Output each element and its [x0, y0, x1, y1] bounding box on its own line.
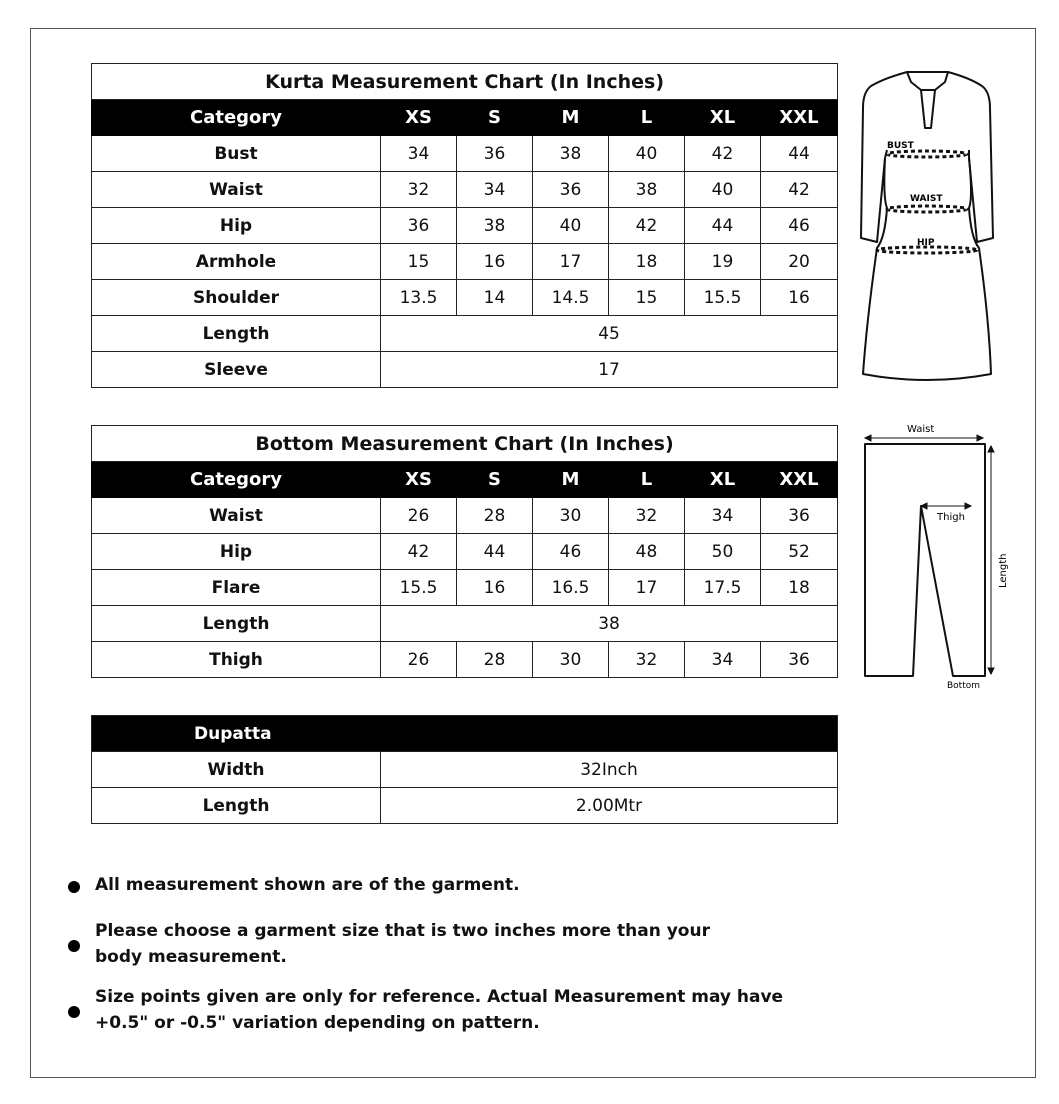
table-row	[92, 172, 838, 208]
bottom-waist-label: Waist	[907, 424, 935, 435]
cell: 15	[609, 280, 685, 316]
cell: 36	[381, 208, 457, 244]
cell: 46	[761, 208, 838, 244]
cell: 36	[533, 172, 609, 208]
cell: 38	[609, 172, 685, 208]
row-label: Flare	[92, 570, 381, 606]
cell: 32	[609, 498, 685, 534]
table-row	[92, 752, 838, 788]
cell: 32	[381, 172, 457, 208]
cell: 17	[609, 570, 685, 606]
row-label: Length	[92, 316, 381, 352]
bottom-thigh-label: Thigh	[937, 512, 965, 523]
table-row	[92, 208, 838, 244]
table-row	[92, 280, 838, 316]
kurta-header-row	[92, 100, 838, 136]
cell: 2.00Mtr	[381, 788, 838, 824]
cell: 26	[381, 642, 457, 678]
row-label: Armhole	[92, 244, 381, 280]
cell: 36	[761, 498, 838, 534]
cell: 44	[761, 136, 838, 172]
cell: 44	[457, 534, 533, 570]
row-label: Hip	[92, 208, 381, 244]
bottom-size-header: L	[609, 462, 685, 498]
cell: 46	[533, 534, 609, 570]
cell: 36	[761, 642, 838, 678]
note-text: All measurement shown are of the garment.	[95, 875, 520, 895]
row-label: Sleeve	[92, 352, 381, 388]
kurta-illustration	[855, 68, 1000, 386]
cell: 38	[533, 136, 609, 172]
kurta-size-header: L	[609, 100, 685, 136]
cell: 48	[609, 534, 685, 570]
bullet-icon	[68, 940, 80, 952]
row-label: Width	[92, 752, 381, 788]
cell: 32	[609, 642, 685, 678]
row-label: Waist	[92, 172, 381, 208]
table-row	[92, 570, 838, 606]
kurta-size-header: M	[533, 100, 609, 136]
row-label: Length	[92, 788, 381, 824]
row-label: Thigh	[92, 642, 381, 678]
bottom-length-label: Length	[998, 553, 1009, 588]
bottom-measurement-table	[91, 425, 838, 678]
cell: 30	[533, 498, 609, 534]
cell: 36	[457, 136, 533, 172]
bottom-hem-label: Bottom	[947, 681, 981, 691]
cell: 16	[457, 244, 533, 280]
note-text: Please choose a garment size that is two inches more than your body measurement.	[95, 921, 710, 967]
row-label: Waist	[92, 498, 381, 534]
cell: 42	[685, 136, 761, 172]
kurta-size-header: S	[457, 100, 533, 136]
bottom-size-header: XS	[381, 462, 457, 498]
cell: 16	[457, 570, 533, 606]
kurta-waist-label: WAIST	[910, 194, 943, 204]
cell: 18	[761, 570, 838, 606]
cell: 14	[457, 280, 533, 316]
cell: 34	[457, 172, 533, 208]
cell: 17	[533, 244, 609, 280]
table-row	[92, 316, 838, 352]
kurta-bust-label: BUST	[887, 141, 914, 151]
bottom-size-header: S	[457, 462, 533, 498]
cell: 30	[533, 642, 609, 678]
row-label: Hip	[92, 534, 381, 570]
cell: 17.5	[685, 570, 761, 606]
bottom-size-header: XL	[685, 462, 761, 498]
table-row	[92, 534, 838, 570]
kurta-table-title: Kurta Measurement Chart (In Inches)	[92, 64, 838, 100]
cell: 38	[381, 606, 838, 642]
table-row	[92, 352, 838, 388]
cell: 15.5	[381, 570, 457, 606]
kurta-category-header: Category	[92, 100, 381, 136]
cell: 34	[685, 498, 761, 534]
cell: 34	[685, 642, 761, 678]
cell: 52	[761, 534, 838, 570]
cell: 34	[381, 136, 457, 172]
table-row	[92, 498, 838, 534]
kurta-size-header: XL	[685, 100, 761, 136]
cell: 15.5	[685, 280, 761, 316]
cell: 42	[381, 534, 457, 570]
row-label: Bust	[92, 136, 381, 172]
bottom-size-header: XXL	[761, 462, 838, 498]
bottom-illustration	[855, 420, 1015, 695]
cell: 38	[457, 208, 533, 244]
table-row	[92, 642, 838, 678]
bottom-category-header: Category	[92, 462, 381, 498]
cell: 50	[685, 534, 761, 570]
cell: 17	[381, 352, 838, 388]
table-row	[92, 244, 838, 280]
cell: 42	[761, 172, 838, 208]
cell: 42	[609, 208, 685, 244]
cell: 19	[685, 244, 761, 280]
cell: 14.5	[533, 280, 609, 316]
cell: 44	[685, 208, 761, 244]
cell: 13.5	[381, 280, 457, 316]
cell: 16	[761, 280, 838, 316]
kurta-size-header: XS	[381, 100, 457, 136]
cell: 40	[533, 208, 609, 244]
bottom-header-row	[92, 462, 838, 498]
dupatta-title: Dupatta	[92, 716, 838, 752]
bottom-table-title: Bottom Measurement Chart (In Inches)	[92, 426, 838, 462]
cell: 40	[685, 172, 761, 208]
kurta-size-header: XXL	[761, 100, 838, 136]
cell: 15	[381, 244, 457, 280]
cell: 20	[761, 244, 838, 280]
table-row	[92, 606, 838, 642]
bullet-icon	[68, 1006, 80, 1018]
cell: 28	[457, 498, 533, 534]
cell: 28	[457, 642, 533, 678]
kurta-hip-label: HIP	[917, 238, 935, 248]
note-text: Size points given are only for reference. Actual Measurement may have +0.5" or -0.5" variation depending on pattern.	[95, 987, 784, 1033]
dupatta-table	[91, 715, 838, 824]
cell: 32Inch	[381, 752, 838, 788]
kurta-measurement-table	[91, 63, 838, 388]
row-label: Length	[92, 606, 381, 642]
cell: 40	[609, 136, 685, 172]
table-row	[92, 788, 838, 824]
cell: 16.5	[533, 570, 609, 606]
bottom-size-header: M	[533, 462, 609, 498]
cell: 45	[381, 316, 838, 352]
cell: 18	[609, 244, 685, 280]
table-row	[92, 136, 838, 172]
cell: 26	[381, 498, 457, 534]
bullet-icon	[68, 881, 80, 893]
row-label: Shoulder	[92, 280, 381, 316]
